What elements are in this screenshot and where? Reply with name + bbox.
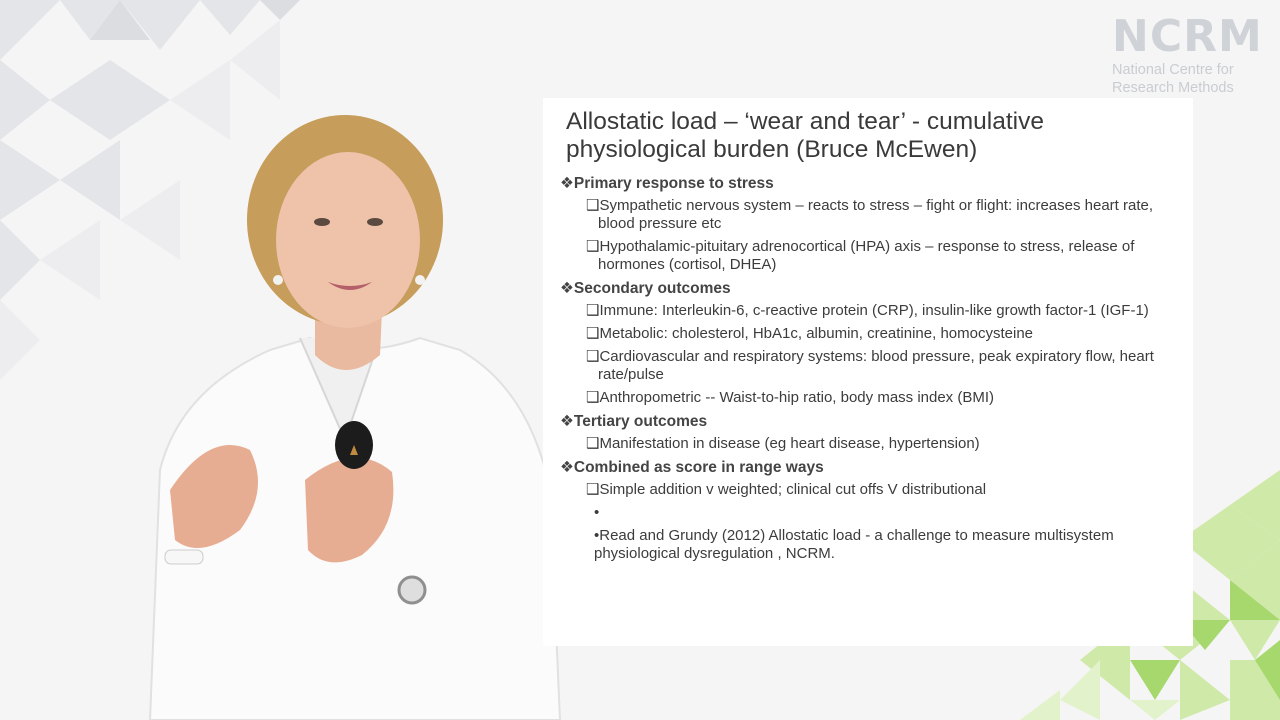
slide-title-line-1: Allostatic load – ‘wear and tear’ - cumulative [566, 108, 1044, 135]
section-heading-tertiary: ❖Tertiary outcomes [560, 413, 708, 430]
sub-bullet-reference: •Read and Grundy (2012) Allostatic load - a challenge to measure multisystem physiological dysregulation , NCRM. [594, 527, 1114, 562]
section-heading-primary: ❖Primary response to stress [560, 175, 774, 192]
bullet-item: ❑Anthropometric -- Waist-to-hip ratio, body mass index (BMI) [586, 389, 995, 406]
logo-line-1: National Centre for [1112, 62, 1234, 78]
logo-mark: NCRM [1112, 11, 1263, 62]
slide-title [566, 108, 1166, 164]
bullet-item: ❑Cardiovascular and respiratory systems: blood pressure, peak expiratory flow, heart rate/pulse [586, 348, 1154, 383]
bullet-list [560, 174, 1170, 568]
bullet-item: ❑Sympathetic nervous system – reacts to stress – fight or flight: increases heart rate, blood pressure etc [586, 197, 1154, 232]
presenter-video [130, 110, 570, 720]
bullet-item: ❑Simple addition v weighted; clinical cut offs V distributional [586, 481, 987, 498]
bullet-item: ❑Hypothalamic-pituitary adrenocortical (HPA) axis – response to stress, release of hormones (cortisol, DHEA) [586, 238, 1135, 273]
bullet-item: ❑Immune: Interleukin-6, c-reactive protein (CRP), insulin-like growth factor-1 (IGF-1) [586, 302, 1149, 319]
sub-bullet-empty: • [594, 504, 600, 521]
bullet-item: ❑Metabolic: cholesterol, HbA1c, albumin, creatinine, homocysteine [586, 325, 1033, 342]
bullet-item: ❑Manifestation in disease (eg heart disease, hypertension) [586, 435, 980, 452]
section-heading-secondary: ❖Secondary outcomes [560, 280, 731, 297]
slide-panel [543, 98, 1193, 646]
section-heading-combined: ❖Combined as score in range ways [560, 459, 824, 476]
slide-title-line-2: physiological burden (Bruce McEwen) [566, 136, 978, 163]
ncrm-logo [1112, 11, 1263, 96]
logo-line-2: Research Methods [1112, 80, 1234, 96]
